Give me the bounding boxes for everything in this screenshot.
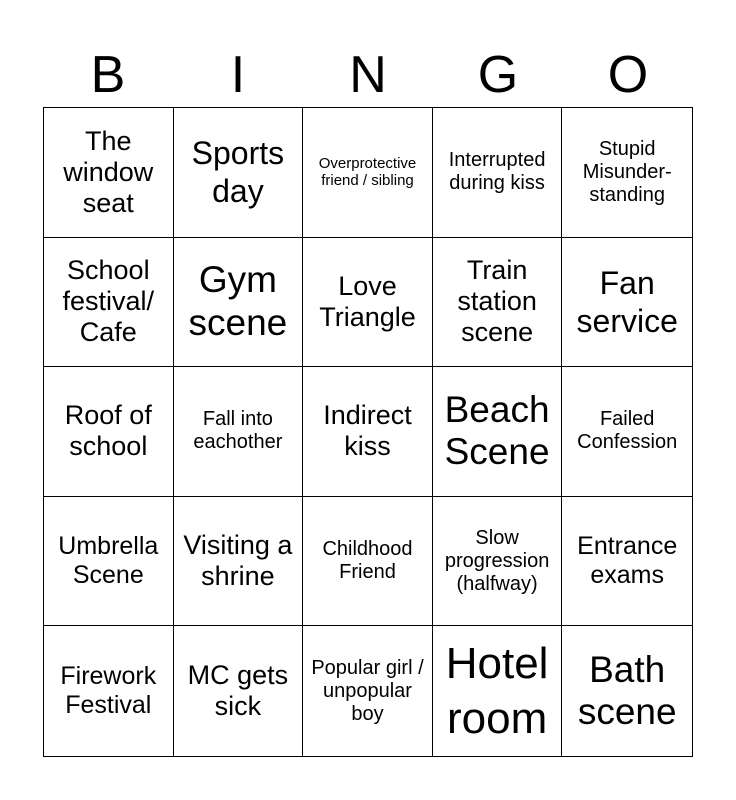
header-letter-i: I [230,46,246,104]
bingo-cell[interactable]: The window seat [44,108,174,238]
bingo-cell[interactable]: Childhood Friend [303,497,433,627]
bingo-cell[interactable]: Indirect kiss [303,367,433,497]
bingo-cell[interactable]: Love Triangle [303,238,433,368]
bingo-cell[interactable]: Bath scene [577,648,677,733]
bingo-cell[interactable]: Fall into eachother [174,367,304,497]
bingo-cell[interactable]: Slow progression (halfway) [433,497,563,627]
bingo-cell[interactable]: Firework Festival [44,626,174,756]
bingo-cell[interactable]: Roof of school [44,367,174,497]
bingo-cell[interactable]: Beach Scene [433,367,563,497]
bingo-card-grid [43,107,693,757]
bingo-cell[interactable]: School festival/ Cafe [44,238,174,368]
bingo-cell[interactable]: Visiting a shrine [174,497,304,627]
bingo-cell[interactable]: Overprotective friend / sibling [303,108,433,238]
bingo-cell[interactable]: Train station scene [433,238,563,368]
bingo-cell[interactable]: Fan service [562,238,692,368]
bingo-cell[interactable]: Failed Confession [562,367,692,497]
header-letter-n: N [349,46,387,104]
bingo-cell[interactable]: Gym scene [174,238,304,368]
bingo-cell[interactable]: Popular girl / unpopular boy [303,626,433,756]
bingo-cell[interactable]: Umbrella Scene [44,497,174,627]
bingo-cell[interactable]: Stupid Misunder-standing [562,108,692,238]
header-letter-g: G [477,46,519,104]
bingo-header [43,44,693,106]
header-letter-b: B [90,46,126,104]
bingo-cell[interactable]: Interrupted during kiss [433,108,563,238]
bingo-cell[interactable]: MC gets sick [174,626,304,756]
bingo-cell[interactable]: Sports day [174,108,304,238]
header-letter-o: O [607,46,649,104]
bingo-cell[interactable]: Hotel room [433,626,563,756]
bingo-cell[interactable]: Entrance exams [562,497,692,627]
